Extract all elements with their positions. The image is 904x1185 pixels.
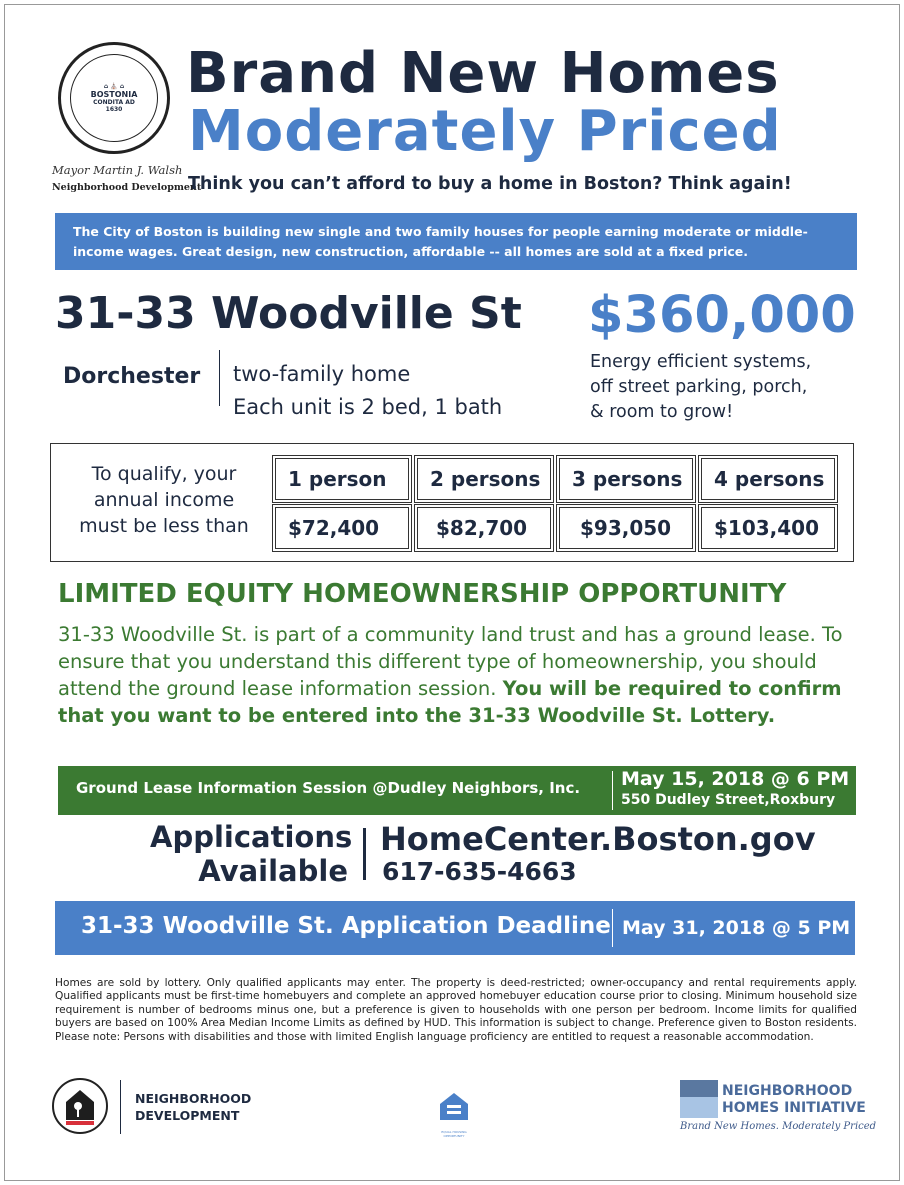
household-size: 2 persons [417, 458, 551, 500]
seal-text: BOSTONIA [90, 90, 138, 99]
applications-label [150, 820, 353, 888]
household-size: 1 person [275, 458, 409, 500]
seal-text: CONDITA AD [93, 99, 135, 106]
home-type: two-family home [233, 362, 411, 386]
fine-print: Homes are sold by lottery. Only qualified applicants may enter. The property is deed-restricted; owner-occupancy and rental requirements apply. Qualified applicants must be first-time homebuyers and complete an approved homebuyer education course prior to closing. Minimum household size requirement is number of bedrooms minus one, but a preference is given to households with one person per bedroom. Income limits for qualified buyers are based on 100% Area Median Income Limits as defined by HUD. This information is subject to change. Preference given to Boston residents. Please note: Persons with disabilities and those with limited English language proficiency are entitled to request a reasonable accommodation. [55, 977, 857, 1043]
phone-number: 617-635-4663 [382, 857, 577, 886]
property-price: $360,000 [588, 286, 856, 345]
applications-line: Available [198, 854, 348, 888]
city-of-boston-seal: ⌂ ⛪ ⌂ BOSTONIA CONDITA AD 1630 [58, 42, 170, 154]
features [590, 350, 811, 425]
deadline-date: May 31, 2018 @ 5 PM [622, 917, 851, 939]
info-session-banner [58, 766, 856, 815]
divider [120, 1080, 121, 1134]
eho-text: EQUAL HOUSING OPPORTUNITY [441, 1130, 467, 1138]
feature-line: off street parking, porch, [590, 377, 808, 397]
nhi-line: HOMES INITIATIVE [722, 1100, 866, 1116]
income-label [66, 461, 262, 539]
limited-equity-heading: LIMITED EQUITY HOMEOWNERSHIP OPPORTUNITY [58, 579, 787, 609]
limited-equity-body [58, 621, 858, 729]
income-limit: $93,050 [559, 507, 693, 549]
feature-line: & room to grow! [590, 402, 734, 422]
seal-text: 1630 [105, 106, 123, 113]
feature-line: Energy efficient systems, [590, 352, 812, 372]
website-link[interactable]: HomeCenter.Boston.gov [380, 820, 816, 858]
nhi-logo-mark [680, 1080, 718, 1118]
income-limit: $82,700 [417, 507, 551, 549]
applications-line: Applications [150, 820, 353, 854]
property-address: 31-33 Woodville St [55, 288, 522, 339]
income-label-line: To qualify, your [91, 463, 237, 485]
divider [612, 909, 613, 947]
nhi-logo-text [722, 1083, 866, 1117]
household-size: 4 persons [701, 458, 835, 500]
body-text: 31-33 Woodville St. is part of a community land trust and has a ground lease. To ensure that you understand this different type of homeownership, you should attend the ground lease information session. [58, 623, 843, 700]
neighborhood-development-logo [52, 1078, 108, 1134]
income-label-line: annual income [93, 489, 235, 511]
session-date: May 15, 2018 @ 6 PM [621, 768, 850, 790]
tagline: Think you can’t afford to buy a home in Boston? Think again! [188, 174, 792, 194]
session-label: Ground Lease Information Session @Dudley Neighbors, Inc. [76, 779, 581, 797]
income-limit: $103,400 [701, 507, 835, 549]
divider [219, 350, 220, 406]
title-line-1: Brand New Homes [186, 41, 780, 106]
department-name: Neighborhood Development [52, 182, 202, 193]
nd-line: DEVELOPMENT [135, 1108, 240, 1123]
equal-housing-icon [436, 1090, 472, 1138]
deadline-banner [55, 901, 855, 955]
income-limit: $72,400 [275, 507, 409, 549]
nd-line: NEIGHBORHOOD [135, 1091, 252, 1106]
nd-logo-text [135, 1090, 251, 1124]
deadline-label: 31-33 Woodville St. Application Deadline [81, 913, 611, 939]
session-location: 550 Dudley Street,Roxbury [621, 792, 836, 808]
body-bold-text: You will be required to confirm that you want to be entered into the 31-33 Woodville St. Lottery. [58, 677, 842, 727]
intro-banner: The City of Boston is building new single and two family houses for people earning moderate or middle-income wages. Great design, new construction, affordable -- all homes are sold at a fixed price. [55, 213, 857, 270]
neighborhood: Dorchester [63, 364, 201, 389]
divider [612, 771, 613, 810]
property-type [233, 358, 502, 424]
divider [363, 828, 366, 880]
income-label-line: must be less than [79, 515, 249, 537]
title-line-2: Moderately Priced [188, 99, 782, 164]
household-size: 3 persons [559, 458, 693, 500]
nhi-line: NEIGHBORHOOD [722, 1083, 853, 1099]
nhi-tagline: Brand New Homes. Moderately Priced [680, 1121, 877, 1132]
mayor-name: Mayor Martin J. Walsh [52, 163, 183, 177]
unit-details: Each unit is 2 bed, 1 bath [233, 395, 503, 419]
